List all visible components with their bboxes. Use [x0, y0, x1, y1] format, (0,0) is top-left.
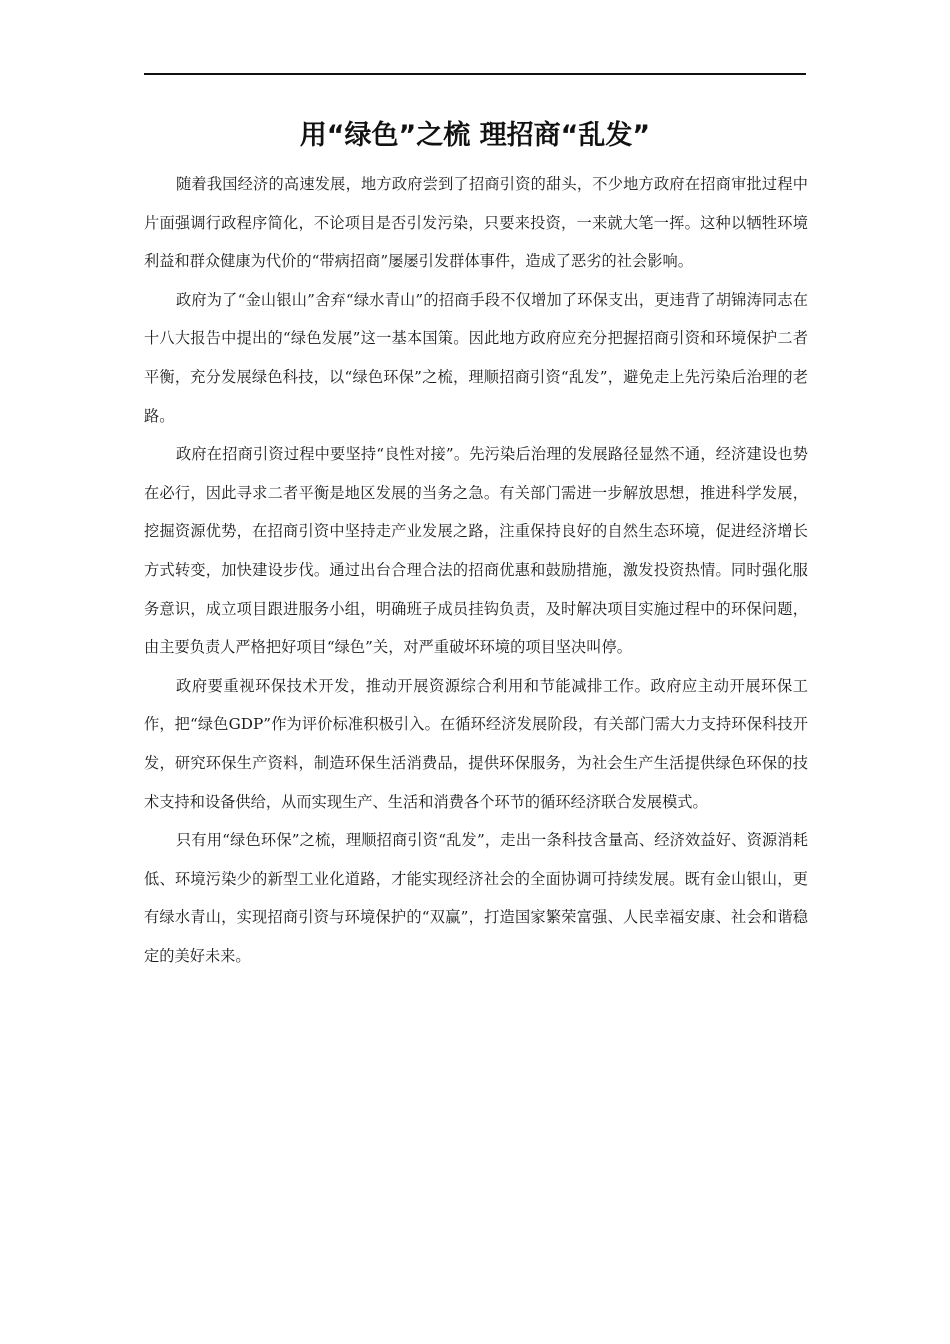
paragraph-3: 政府在招商引资过程中要坚持“良性对接”。先污染后治理的发展路径显然不通，经济建设也势在必行，因此寻求二者平衡是地区发展的当务之急。有关部门需进一步解放思想，推进科学发展，挖掘资源优势，在招商引资中坚持走产业发展之路，注重保持良好的自然生态环境，促进经济增长方式转变，加快建设步伐。通过出台合理合法的招商优惠和鼓励措施，激发投资热情。同时强化服务意识，成立项目跟进服务小组，明确班子成员挂钩负责，及时解决项目实施过程中的环保问题，由主要负责人严格把好项目“绿色”关，对严重破坏环境的项目坚决叫停。 [144, 445, 808, 657]
document-title: 用“绿色”之梳 理招商“乱发” [299, 120, 651, 151]
header-rule [144, 73, 806, 75]
paragraph-5: 只有用“绿色环保”之梳，理顺招商引资“乱发”，走出一条科技含量高、经济效益好、资源消耗低、环境污染少的新型工业化道路，才能实现经济社会的全面协调可持续发展。既有金山银山，更有绿水青山，实现招商引资与环境保护的“双赢”，打造国家繁荣富强、人民幸福安康、社会和谐稳定的美好未来。 [144, 831, 808, 965]
paragraph-2: 政府为了“金山银山”舍弃“绿水青山”的招商手段不仅增加了环保支出，更违背了胡锦涛同志在十八大报告中提出的“绿色发展”这一基本国策。因此地方政府应充分把握招商引资和环境保护二者平衡，充分发展绿色科技，以“绿色环保”之梳，理顺招商引资“乱发”，避免走上先污染后治理的老路。 [144, 290, 808, 425]
paragraph-1: 随着我国经济的高速发展，地方政府尝到了招商引资的甜头，不少地方政府在招商审批过程中片面强调行政程序简化，不论项目是否引发污染，只要来投资，一来就大笔一挥。这种以牺牲环境利益和群众健康为代价的“带病招商”屡屡引发群体事件，造成了恶劣的社会影响。 [144, 175, 808, 271]
document-body [144, 165, 808, 975]
paragraph-4: 政府要重视环保技术开发，推动开展资源综合利用和节能减排工作。政府应主动开展环保工作，把“绿色GDP”作为评价标准积极引入。在循环经济发展阶段，有关部门需大力支持环保科技开发，研究环保生产资料，制造环保生活消费品，提供环保服务，为社会生产生活提供绿色环保的技术支持和设备供给，从而实现生产、生活和消费各个环节的循环经济联合发展模式。 [144, 676, 808, 811]
